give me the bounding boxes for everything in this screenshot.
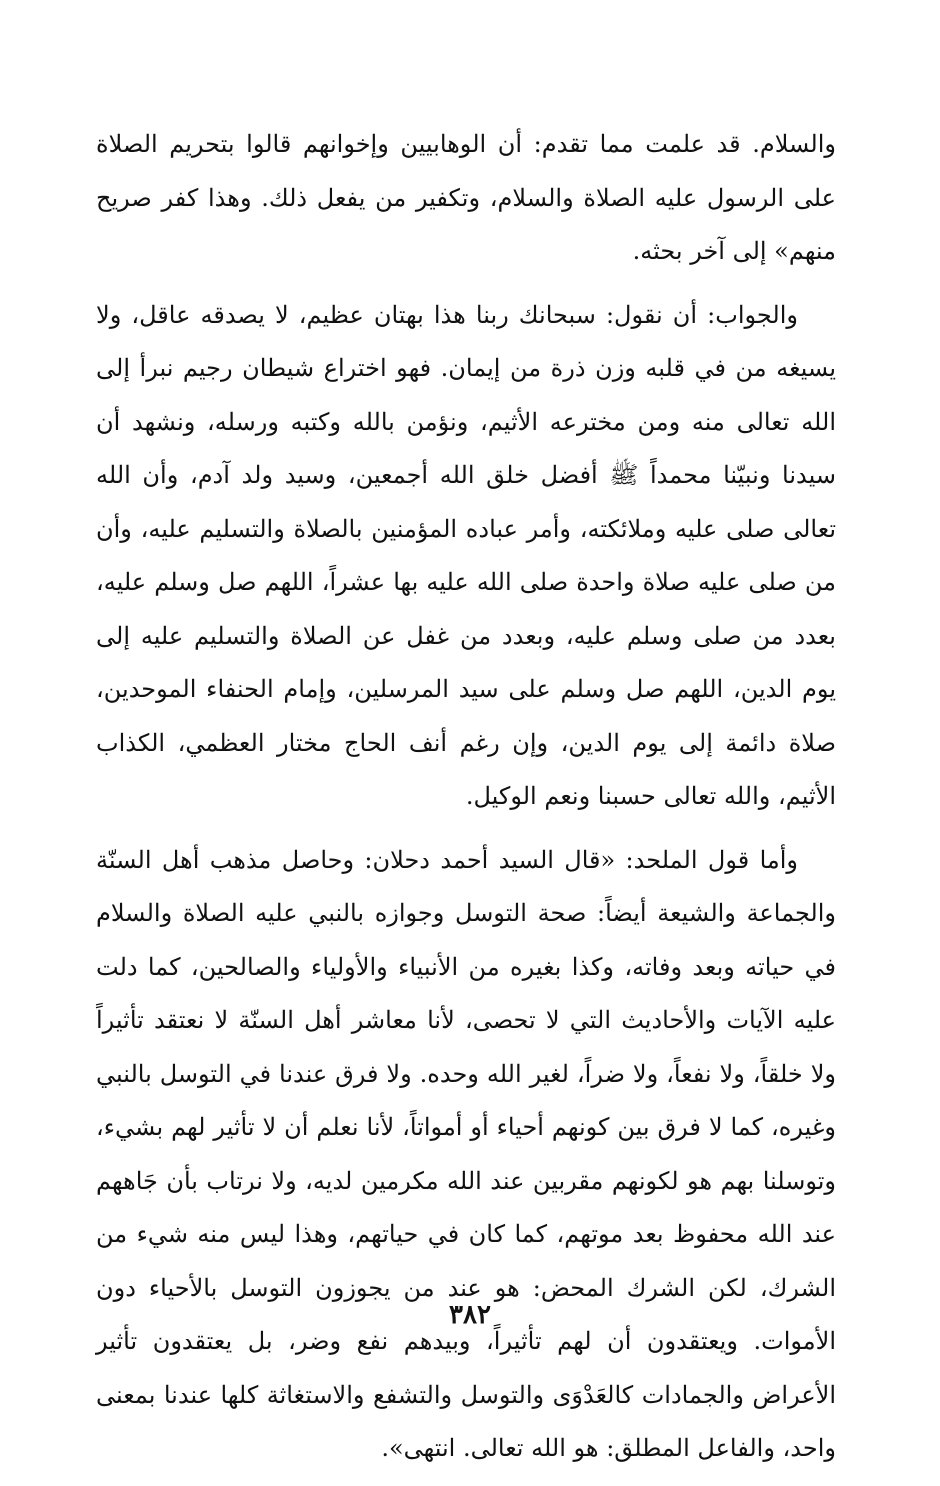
paragraph-continuation: والسلام. قد علمت مما تقدم: أن الوهابيين وإخوانهم قالوا بتحريم الصلاة على الرسول عليه الصلاة والسلام، وتكفير من يفعل ذلك. وهذا كفر صريح منهم» إلى آخر بحثه. (96, 130, 836, 265)
paragraph-quote: وأما قول الملحد: «قال السيد أحمد دحلان: وحاصل مذهب أهل السنّة والجماعة والشيعة أيضاً: صحة التوسل وجوازه بالنبي عليه الصلاة والسلام في حياته وبعد وفاته، وكذا بغيره من الأنبياء والأولياء والصالحين، كما دلت عليه الآيات والأحاديث التي لا تحصى، لأنا معاشر أهل السنّة لا نعتقد تأثيراً ولا خلقاً، ولا نفعاً، ولا ضراً، لغير الله وحده. ولا فرق عندنا في التوسل بالنبي وغيره، كما لا فرق بين كونهم أحياء أو أمواتاً، لأنا نعلم أن لا تأثير لهم بشيء، وتوسلنا بهم هو لكونهم مقربين عند الله مكرمين لديه، ولا نرتاب بأن جَاههم عند الله محفوظ بعد موتهم، كما كان في حياتهم، وهذا ليس منه شيء من الشرك، لكن الشرك المحض: هو عند من يجوزون التوسل بالأحياء دون الأموات. ويعتقدون أن لهم تأثيراً، وبيدهم نفع وضر، بل يعتقدون تأثير الأعراض والجمادات كالعَدْوَى والتوسل والتشفع والاستغاثة كلها عندنا بمعنى واحد، والفاعل المطلق: هو الله تعالى. انتهى». (96, 845, 837, 1462)
page-number: ٣٨٢ (449, 1300, 491, 1330)
body-text (96, 118, 836, 1486)
paragraph-answer: والجواب: أن نقول: سبحانك ربنا هذا بهتان عظيم، لا يصدقه عاقل، ولا يسيغه من في قلبه وزن ذرة من إيمان. فهو اختراع شيطان رجيم نبرأ إلى الله تعالى منه ومن مخترعه الأثيم، ونؤمن بالله وكتبه ورسله، ونشهد أن سيدنا ونبيّنا محمداً ﷺ أفضل خلق الله أجمعين، وسيد ولد آدم، وأن الله تعالى صلى عليه وملائكته، وأمر عباده المؤمنين بالصلاة والتسليم عليه، وأن من صلى عليه صلاة واحدة صلى الله عليه بها عشراً، اللهم صل وسلم عليه، بعدد من صلى وسلم عليه، وبعدد من غفل عن الصلاة والتسليم عليه إلى يوم الدين، اللهم صل وسلم على سيد المرسلين، وإمام الحنفاء الموحدين، صلاة دائمة إلى يوم الدين، وإن رغم أنف الحاج مختار العظمي، الكذاب الأثيم، والله تعالى حسبنا ونعم الوكيل. (96, 300, 836, 810)
